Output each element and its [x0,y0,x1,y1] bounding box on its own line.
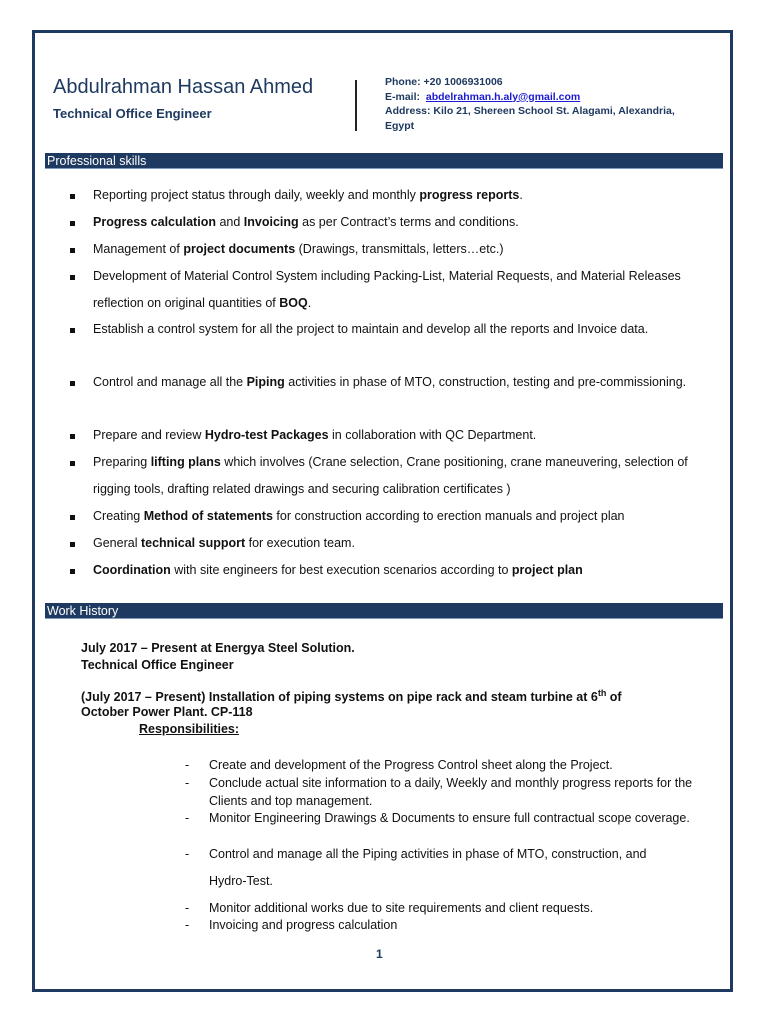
bullet-icon [70,248,75,253]
skills-section-header: Professional skills [45,153,723,169]
address-line-2: Egypt [385,119,415,132]
project-line-2: October Power Plant. CP-118 [81,705,253,719]
responsibility-item: - Control and manage all the Piping activities in phase of MTO, construction, and [185,847,647,861]
bullet-icon [70,461,75,466]
email-link[interactable]: abdelrahman.h.aly@gmail.com [425,90,581,103]
address-line-1: Address: Kilo 21, Shereen School St. Alagami, Alexandria, [385,105,675,117]
bullet-icon [70,275,75,280]
skill-item: Coordination with site engineers for best execution scenarios according to project plan [60,557,710,584]
skill-item: Control and manage all the Piping activities in phase of MTO, construction, testing and pre-commissioning. [60,369,710,396]
skill-item: Preparing lifting plans which involves (Crane selection, Crane positioning, crane maneuvering, selection of rigging tools, drafting related drawings and securing calibration certificates ) [60,449,710,503]
responsibilities-label: Responsibilities: [139,722,240,736]
page-number: 1 [376,947,383,961]
skill-item: Progress calculation and Invoicing as per Contract’s terms and conditions. [60,209,710,236]
responsibility-item: - Monitor Engineering Drawings & Documents to ensure full contractual scope coverage. [185,811,690,825]
bullet-icon [70,569,75,574]
skill-item: Establish a control system for all the project to maintain and develop all the reports and Invoice data. [60,316,710,343]
responsibility-item: - Conclude actual site information to a daily, Weekly and monthly progress reports for the Clients and top management. [185,776,693,808]
bullet-icon [70,221,75,226]
candidate-name: Abdulrahman Hassan Ahmed [53,76,314,98]
skill-item: Management of project documents (Drawings, transmittals, letters…etc.) [60,236,710,263]
skill-item: General technical support for execution team. [60,530,710,557]
bullet-icon [70,328,75,333]
job-dates-company: July 2017 – Present at Energya Steel Solution. [81,641,355,655]
bullet-icon [70,542,75,547]
job-position: Technical Office Engineer [81,658,234,672]
skill-item: Creating Method of statements for construction according to erection manuals and project plan [60,503,710,530]
candidate-title: Technical Office Engineer [53,106,212,121]
email-label: E-mail: [385,90,421,103]
project-line-1: (July 2017 – Present) Installation of piping systems on pipe rack and steam turbine at 6th of [81,688,622,705]
responsibility-item: - Monitor additional works due to site requirements and client requests. [185,901,594,915]
bullet-icon [70,515,75,520]
responsibility-item-continued: Hydro-Test. [209,874,273,888]
responsibility-item: - Invoicing and progress calculation [185,918,398,932]
header-divider [355,80,357,131]
responsibility-item: - Create and development of the Progress Control sheet along the Project. [185,758,613,772]
bullet-icon [70,434,75,439]
email-line [385,90,705,105]
work-section-header: Work History [45,603,723,619]
skill-item: Reporting project status through daily, weekly and monthly progress reports. [60,182,710,209]
phone-text: Phone: +20 1006931006 [385,76,503,88]
skill-item: Development of Material Control System including Packing-List, Material Requests, and Material Releases reflection on original quantities of BOQ. [60,263,710,317]
bullet-icon [70,194,75,199]
contact-block [385,75,705,133]
skill-item: Prepare and review Hydro-test Packages in collaboration with QC Department. [60,422,710,449]
bullet-icon [70,381,75,386]
